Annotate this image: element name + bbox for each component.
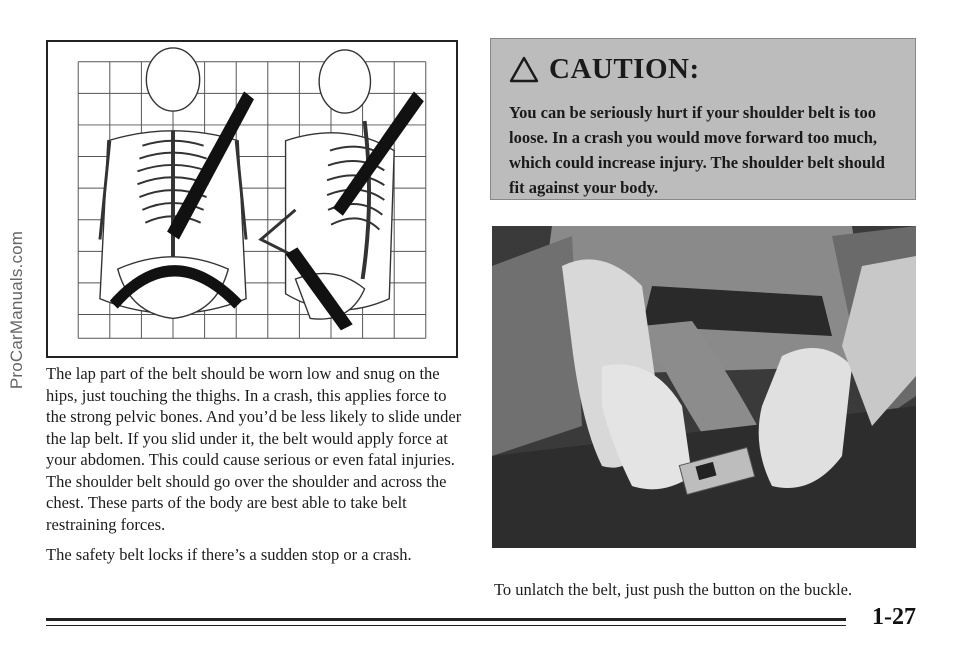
caution-header [509, 53, 899, 86]
caution-title: CAUTION: [549, 53, 700, 85]
warning-triangle-icon [509, 56, 539, 83]
buckle-photo [492, 226, 916, 548]
photo-caption: To unlatch the belt, just push the button on the buckle. [494, 580, 853, 599]
caution-body: You can be seriously hurt if your shoulder belt is too loose. In a crash you would move forward too much, which could increase injury. The shoulder belt should fit against your body. [509, 103, 885, 197]
watermark [4, 100, 30, 520]
footer-rule-thin [46, 625, 846, 626]
buckle-photo-drawing [492, 226, 916, 548]
side-skeleton [261, 50, 394, 319]
skeleton-belt-illustration [46, 40, 458, 358]
watermark-text: ProCarManuals.com [7, 230, 26, 390]
front-skeleton [100, 48, 246, 319]
caution-box [490, 38, 916, 200]
footer-rule-thick [46, 618, 846, 621]
lap-belt-paragraph: The lap part of the belt should be worn low and snug on the hips, just touching the thighs. In a crash, this applies force to the strong pelvic bones. And you’d be less likely to slide under the lap belt. If you slid under it, the belt would apply force at your abdomen. This could cause serious or even fatal injuries. The shoulder belt should go over the shoulder and across the chest. These parts of the body are best able to take belt restraining forces. [46, 364, 462, 534]
page-number: 1-27 [872, 604, 916, 630]
skeleton-belt-drawing [48, 42, 456, 356]
body-text [46, 363, 464, 575]
belt-lock-paragraph: The safety belt locks if there’s a sudden stop or a crash. [46, 545, 412, 564]
